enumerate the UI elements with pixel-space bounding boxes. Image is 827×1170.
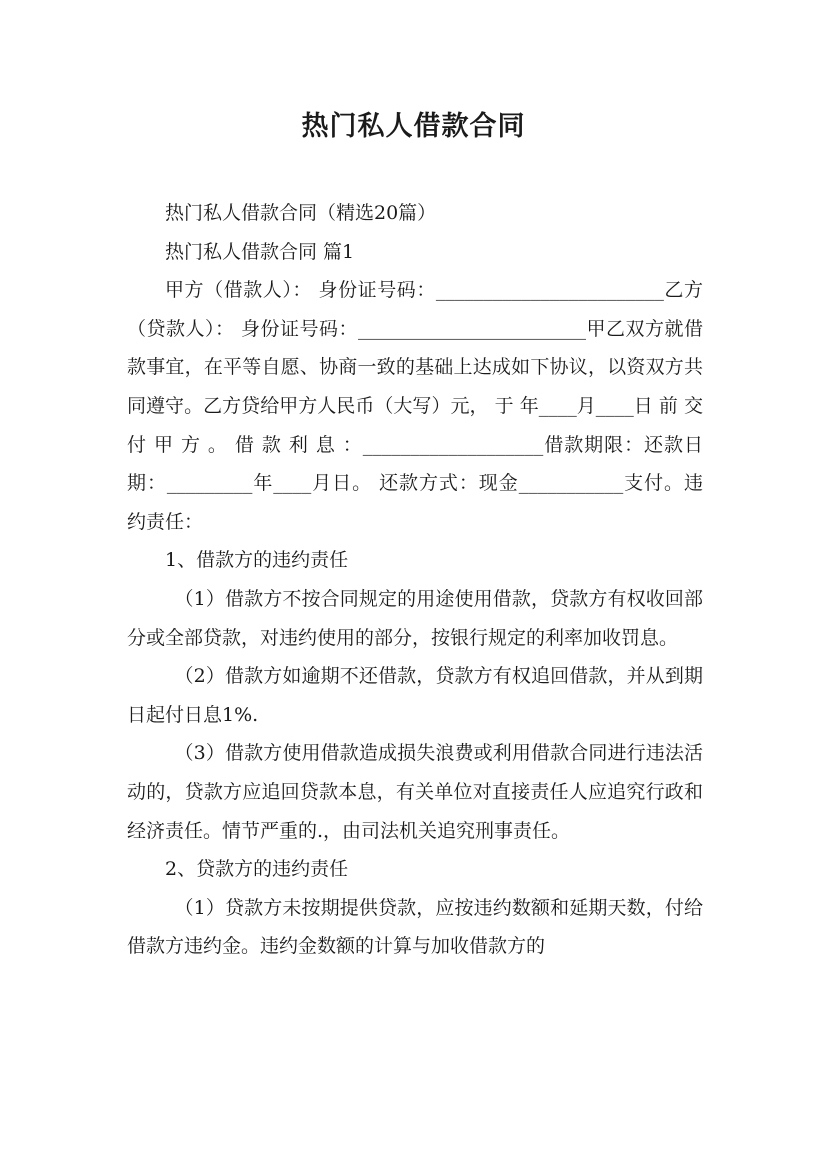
paragraph-subtitle: 热门私人借款合同（精选20篇） [165, 202, 437, 224]
paragraph-section-heading: 热门私人借款合同 篇1 [165, 240, 355, 263]
paragraph-borrower-liability-heading: 1、借款方的违约责任 [165, 549, 349, 572]
paragraph-lender-liability-1: （1）贷款方未按期提供贷款，应按违约数额和延期天数，付给借款方违约金。违约金数额的计算与加收借款方的 [127, 896, 703, 958]
paragraph-borrower-liability-2: （2）借款方如逾期不还借款，贷款方有权追回借款，并从到期日起付日息1%. [127, 665, 703, 726]
document-title: 热门私人借款合同 [301, 111, 526, 142]
paragraph-lender-liability-heading: 2、贷款方的违约责任 [165, 858, 349, 881]
paragraph-borrower-liability-1: （1）借款方不按合同规定的用途使用借款，贷款方有权收回部分或全部贷款，对违约使用的部分，按银行规定的利率加收罚息。 [127, 587, 703, 649]
paragraph-parties-and-terms: 甲方（借款人）： 身份证号码：________________________乙方（贷款人）： 身份证号码：________________________甲乙双方就借款事宜，在平等自愿、协商一致的基础上达成如下协议，以资双方共同遵守。乙方贷给甲方人民币（大写）元， 于 年____月____日 前 交 付 甲 方 。 借 款 利 息 ：___________________借款期限：还款日期：_________年____月日。 还款方式：现金___________支付。违约责任： [127, 279, 703, 533]
paragraph-borrower-liability-3: （3）借款方使用借款造成损失浪费或利用借款合同进行违法活动的，贷款方应追回贷款本息，有关单位对直接责任人应追究行政和经济责任。情节严重的.，由司法机关追究刑事责任。 [127, 742, 703, 842]
document-body [127, 194, 703, 966]
